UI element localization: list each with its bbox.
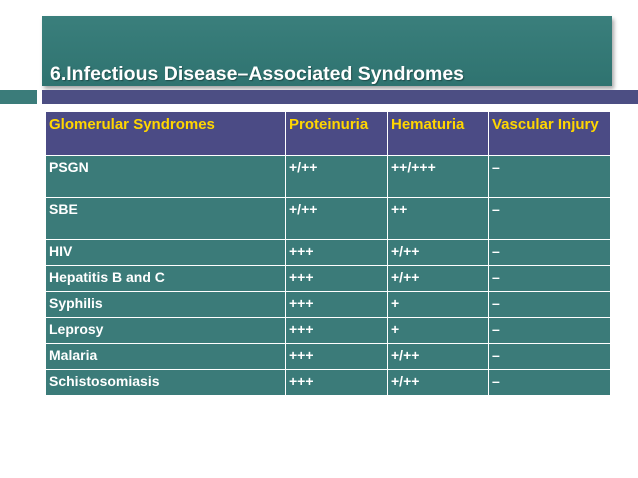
- syndromes-table: [46, 112, 611, 396]
- cell-syndrome: SBE: [46, 198, 286, 240]
- cell-syndrome: Leprosy: [46, 318, 286, 344]
- cell-syndrome: Syphilis: [46, 292, 286, 318]
- table-row: [46, 370, 611, 396]
- cell-syndrome: PSGN: [46, 156, 286, 198]
- cell-vascular-injury: –: [489, 370, 611, 396]
- cell-hematuria: ++/+++: [388, 156, 489, 198]
- cell-hematuria: +/++: [388, 240, 489, 266]
- table-row: [46, 344, 611, 370]
- accent-bar: [42, 90, 638, 104]
- title-banner: [42, 16, 612, 86]
- cell-vascular-injury: –: [489, 240, 611, 266]
- cell-proteinuria: +++: [286, 240, 388, 266]
- cell-hematuria: +: [388, 318, 489, 344]
- slide-title: 6.Infectious Disease–Associated Syndromes: [50, 63, 465, 85]
- header-hematuria: Hematuria: [388, 112, 489, 156]
- cell-proteinuria: +++: [286, 318, 388, 344]
- table-row: [46, 266, 611, 292]
- cell-hematuria: +/++: [388, 266, 489, 292]
- accent-block-left: [0, 90, 37, 104]
- table-header-row: [46, 112, 611, 156]
- cell-syndrome: HIV: [46, 240, 286, 266]
- header-proteinuria: Proteinuria: [286, 112, 388, 156]
- cell-syndrome: Hepatitis B and C: [46, 266, 286, 292]
- table-row: [46, 198, 611, 240]
- cell-proteinuria: +++: [286, 370, 388, 396]
- table-row: [46, 318, 611, 344]
- cell-syndrome: Malaria: [46, 344, 286, 370]
- cell-vascular-injury: –: [489, 266, 611, 292]
- cell-proteinuria: +++: [286, 266, 388, 292]
- cell-hematuria: +/++: [388, 344, 489, 370]
- cell-vascular-injury: –: [489, 292, 611, 318]
- header-vascular-injury: Vascular Injury: [489, 112, 611, 156]
- table-row: [46, 156, 611, 198]
- cell-proteinuria: +/++: [286, 198, 388, 240]
- cell-proteinuria: +++: [286, 292, 388, 318]
- cell-hematuria: +: [388, 292, 489, 318]
- cell-proteinuria: +/++: [286, 156, 388, 198]
- cell-hematuria: +/++: [388, 370, 489, 396]
- cell-vascular-injury: –: [489, 318, 611, 344]
- cell-hematuria: ++: [388, 198, 489, 240]
- cell-vascular-injury: –: [489, 344, 611, 370]
- cell-syndrome: Schistosomiasis: [46, 370, 286, 396]
- cell-proteinuria: +++: [286, 344, 388, 370]
- table-row: [46, 292, 611, 318]
- cell-vascular-injury: –: [489, 198, 611, 240]
- table-row: [46, 240, 611, 266]
- cell-vascular-injury: –: [489, 156, 611, 198]
- header-glomerular-syndromes: Glomerular Syndromes: [46, 112, 286, 156]
